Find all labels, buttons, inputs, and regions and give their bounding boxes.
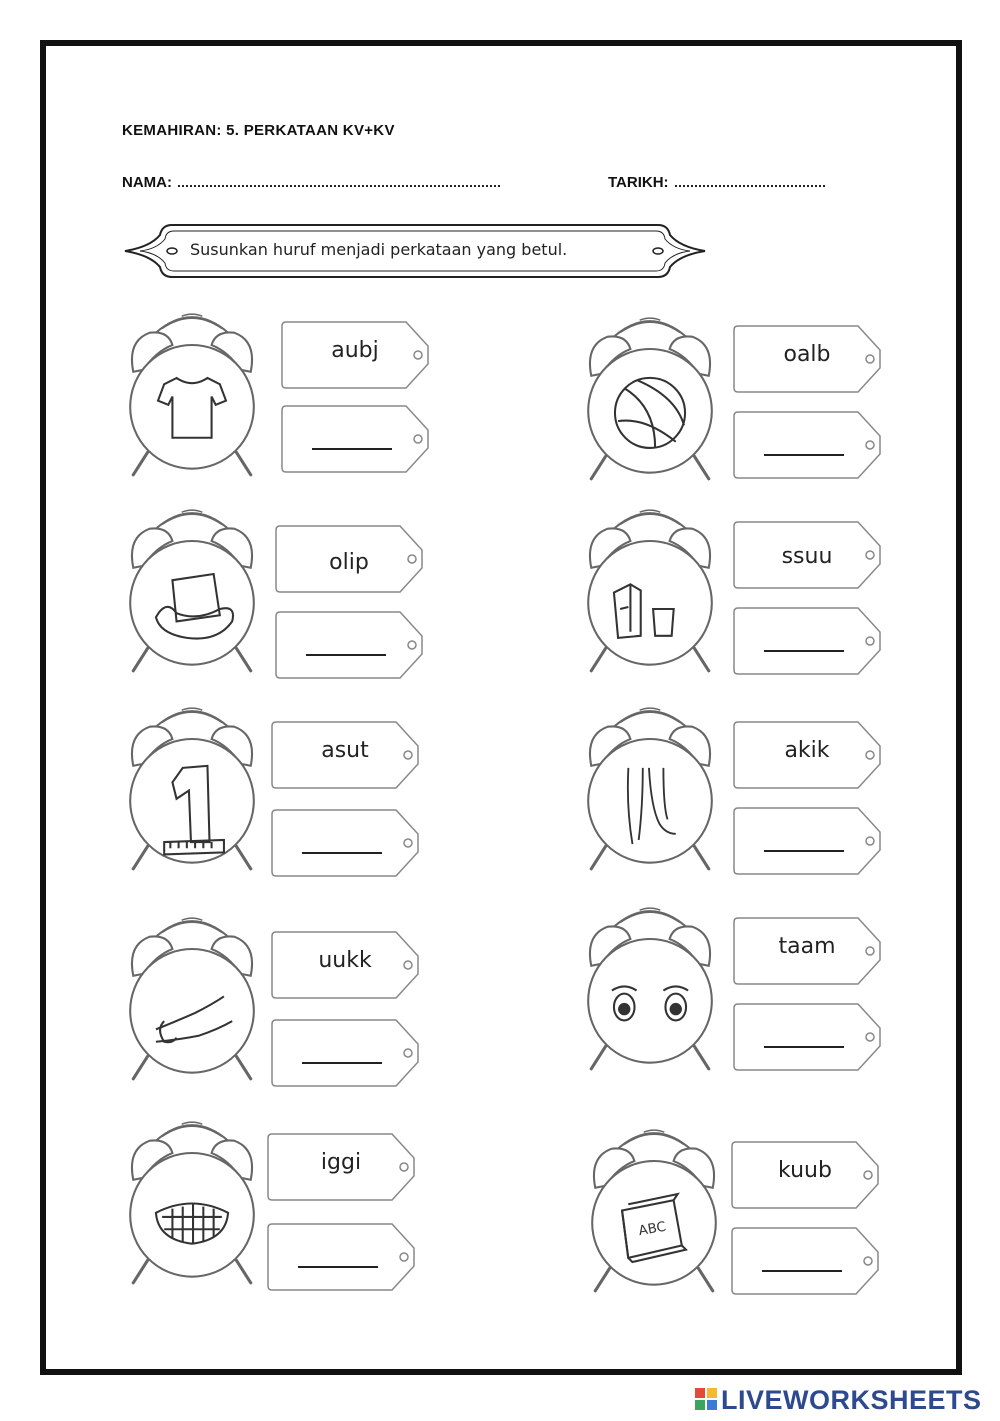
- scrambled-word-tag: [266, 1132, 426, 1202]
- scrambled-word-tag: [270, 930, 430, 1000]
- scrambled-word: olip: [329, 550, 369, 575]
- scrambled-word: oalb: [783, 342, 831, 367]
- instruction-text: Susunkan huruf menjadi perkataan yang betul.: [190, 240, 568, 259]
- book-label: ABC: [637, 1219, 668, 1240]
- scrambled-word-tag: [274, 524, 434, 594]
- alarm-clock-frame: [580, 704, 720, 874]
- alarm-clock-frame: [580, 506, 720, 676]
- scrambled-word-tag: [270, 720, 430, 790]
- skill-heading: KEMAHIRAN: 5. PERKATAAN KV+KV: [122, 122, 395, 139]
- answer-tag[interactable]: [280, 404, 440, 474]
- answer-input-line[interactable]: [306, 654, 386, 656]
- answer-tag[interactable]: [266, 1222, 426, 1292]
- name-input-line[interactable]: [178, 185, 500, 187]
- exercise-item: [122, 1118, 452, 1314]
- scrambled-word: kuub: [778, 1158, 832, 1183]
- name-label: NAMA:: [122, 174, 172, 191]
- exercise-item: [122, 914, 452, 1110]
- answer-tag[interactable]: [732, 1002, 892, 1072]
- answer-input-line[interactable]: [298, 1266, 378, 1268]
- exercise-item: [122, 310, 452, 506]
- exercise-item: [580, 314, 910, 510]
- answer-tag[interactable]: [730, 1226, 890, 1296]
- scrambled-word: iggi: [320, 1150, 362, 1175]
- alarm-clock-frame: [122, 310, 262, 480]
- answer-input-line[interactable]: [302, 852, 382, 854]
- answer-tag[interactable]: [270, 808, 430, 878]
- alarm-clock-frame: [122, 506, 262, 676]
- name-field: [122, 174, 500, 191]
- answer-tag[interactable]: [732, 410, 892, 480]
- answer-input-line[interactable]: [302, 1062, 382, 1064]
- scrambled-word-tag: [732, 720, 892, 790]
- answer-input-line[interactable]: [764, 454, 844, 456]
- scrambled-word-tag: [730, 1140, 890, 1210]
- exercise-item: [580, 704, 910, 900]
- answer-tag[interactable]: [732, 606, 892, 676]
- alarm-clock-frame: [580, 904, 720, 1074]
- answer-input-line[interactable]: [764, 1046, 844, 1048]
- date-label: TARIKH:: [608, 174, 669, 191]
- answer-tag[interactable]: [732, 806, 892, 876]
- exercise-item: [122, 704, 452, 900]
- alarm-clock-frame: [122, 704, 262, 874]
- exercise-item: [584, 1126, 914, 1322]
- answer-input-line[interactable]: [312, 448, 392, 450]
- date-input-line[interactable]: [675, 185, 825, 187]
- scrambled-word-tag: [732, 916, 892, 986]
- liveworksheets-logo: [695, 1384, 982, 1416]
- alarm-clock-frame: [580, 314, 720, 484]
- exercise-item: [580, 904, 910, 1100]
- answer-tag[interactable]: [270, 1018, 430, 1088]
- answer-tag[interactable]: [274, 610, 434, 680]
- scrambled-word: asut: [321, 738, 369, 763]
- brand-name: LIVEWORKSHEETS: [721, 1384, 982, 1415]
- logo-blocks-icon: [695, 1388, 717, 1412]
- exercise-item: [580, 506, 910, 702]
- answer-input-line[interactable]: [764, 650, 844, 652]
- alarm-clock-frame: [122, 914, 262, 1084]
- answer-input-line[interactable]: [762, 1270, 842, 1272]
- alarm-clock-frame: [584, 1126, 724, 1296]
- alarm-clock-frame: [122, 1118, 262, 1288]
- scrambled-word: uukk: [318, 948, 372, 973]
- scrambled-word-tag: [732, 324, 892, 394]
- scrambled-word-tag: [732, 520, 892, 590]
- scrambled-word: taam: [778, 934, 836, 959]
- scrambled-word: aubj: [331, 338, 379, 363]
- scrambled-word: akik: [784, 738, 830, 763]
- scrambled-word: ssuu: [781, 544, 833, 569]
- exercise-item: [122, 506, 452, 702]
- scrambled-word-tag: [280, 320, 440, 390]
- date-field: [608, 174, 825, 191]
- answer-input-line[interactable]: [764, 850, 844, 852]
